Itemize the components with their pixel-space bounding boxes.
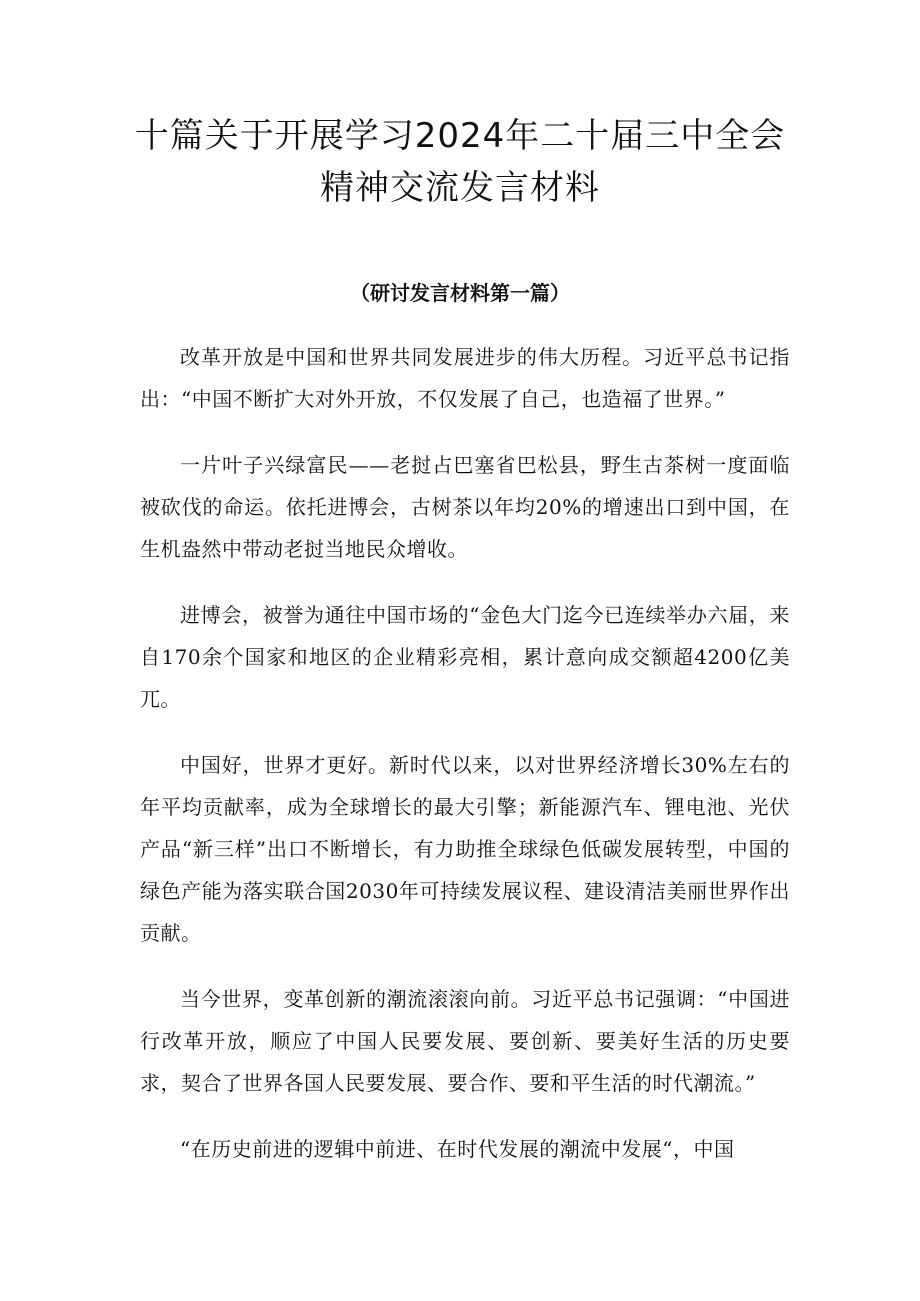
paragraph-4: 中国好，世界才更好。新时代以来，以对世界经济增长30%左右的年平均贡献率，成为全球增长的最大引擎；新能源汽车、锂电池、光伏产品“新三样”出口不断增长，有力助推全球绿色低碳发展转型，中国的绿色产能为落实联合国2030年可持续发展议程、建设清洁美丽世界作出贡献。 xyxy=(140,753,790,945)
paragraph-1: 改革开放是中国和世界共同发展进步的伟大历程。习近平总书记指出：“中国不断扩大对外开放，不仅发展了自己，也造福了世界。” xyxy=(140,345,790,411)
paragraph-3: 进博会，被誉为通往中国市场的“金色大门迄今已连续举办六届，来自170余个国家和地区的企业精彩亮相，累计意向成交额超4200亿美兀。 xyxy=(140,603,790,711)
title-line-1: 十篇关于开展学习2024年二十届三中全会 xyxy=(134,116,786,156)
title-line-2: 精神交流发言材料 xyxy=(320,168,600,208)
paragraph-2: 一片叶子兴绿富民——老挝占巴塞省巴松县，野生古茶树一度面临被砍伐的命运。依托进博会，古树茶以年均20%的增速出口到中国，在生机盎然中带动老挝当地民众增收。 xyxy=(140,453,790,561)
document-body xyxy=(140,336,790,1194)
paragraph-6: “在历史前进的逻辑中前进、在时代发展的潮流中发展“，中国 xyxy=(180,1137,735,1161)
paragraph-5: 当今世界，变革创新的潮流滚滚向前。习近平总书记强调：“中国进行改革开放，顺应了中国人民要发展、要创新、要美好生活的历史要求，契合了世界各国人民要发展、要合作、要和平生活的时代潮流。” xyxy=(140,987,790,1095)
document-title xyxy=(60,110,860,214)
section-subtitle: （研讨发言材料第一篇） xyxy=(350,281,570,305)
